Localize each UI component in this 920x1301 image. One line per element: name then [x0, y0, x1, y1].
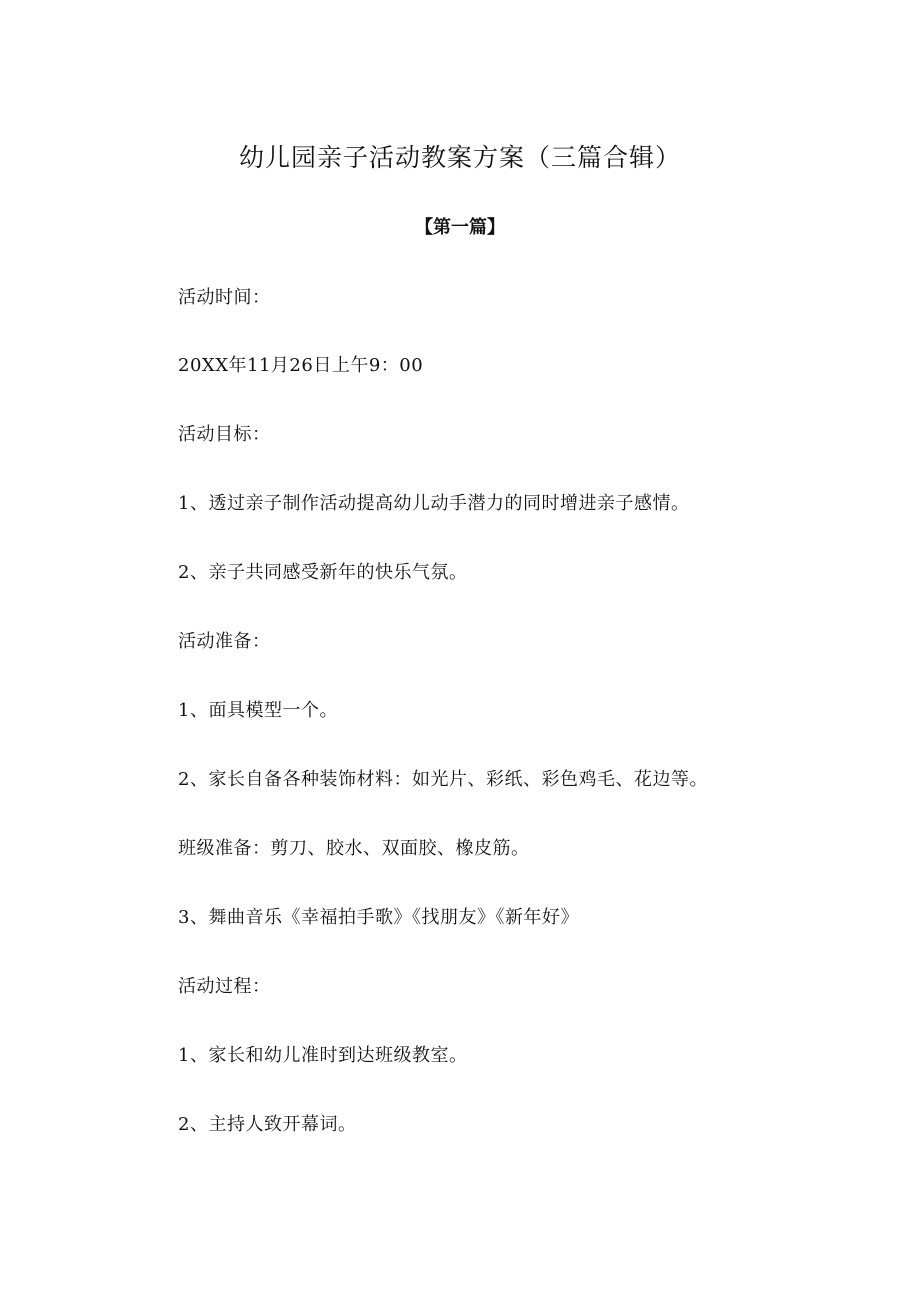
paragraph-goal-2: 2、亲子共同感受新年的快乐气氛。: [178, 562, 468, 583]
paragraph-process-label: 活动过程：: [178, 976, 271, 997]
paragraph-preparation-2: 2、家长自备各种装饰材料：如光片、彩纸、彩色鸡毛、花边等。: [178, 769, 708, 790]
paragraph-preparation-3: 3、舞曲音乐《幸福拍手歌》《找朋友》《新年好》: [178, 907, 579, 928]
paragraph-process-1: 1、家长和幼儿准时到达班级教室。: [178, 1045, 468, 1066]
paragraph-activity-goals-label: 活动目标：: [178, 424, 271, 445]
paragraph-class-preparation: 班级准备：剪刀、胶水、双面胶、橡皮筋。: [178, 838, 530, 859]
paragraph-process-2: 2、主持人致开幕词。: [178, 1114, 357, 1135]
paragraph-activity-time-value: 20XX年11月26日上午9：00: [178, 355, 424, 376]
paragraph-preparation-label: 活动准备：: [178, 631, 271, 652]
paragraph-preparation-1: 1、面具模型一个。: [178, 700, 338, 721]
section-heading: 【第一篇】: [415, 217, 505, 238]
paragraph-activity-time-label: 活动时间：: [178, 287, 271, 308]
document-title: 幼儿园亲子活动教案方案（三篇合辑）: [238, 143, 681, 172]
paragraph-goal-1: 1、透过亲子制作活动提高幼儿动手潜力的同时增进亲子感情。: [178, 493, 690, 514]
